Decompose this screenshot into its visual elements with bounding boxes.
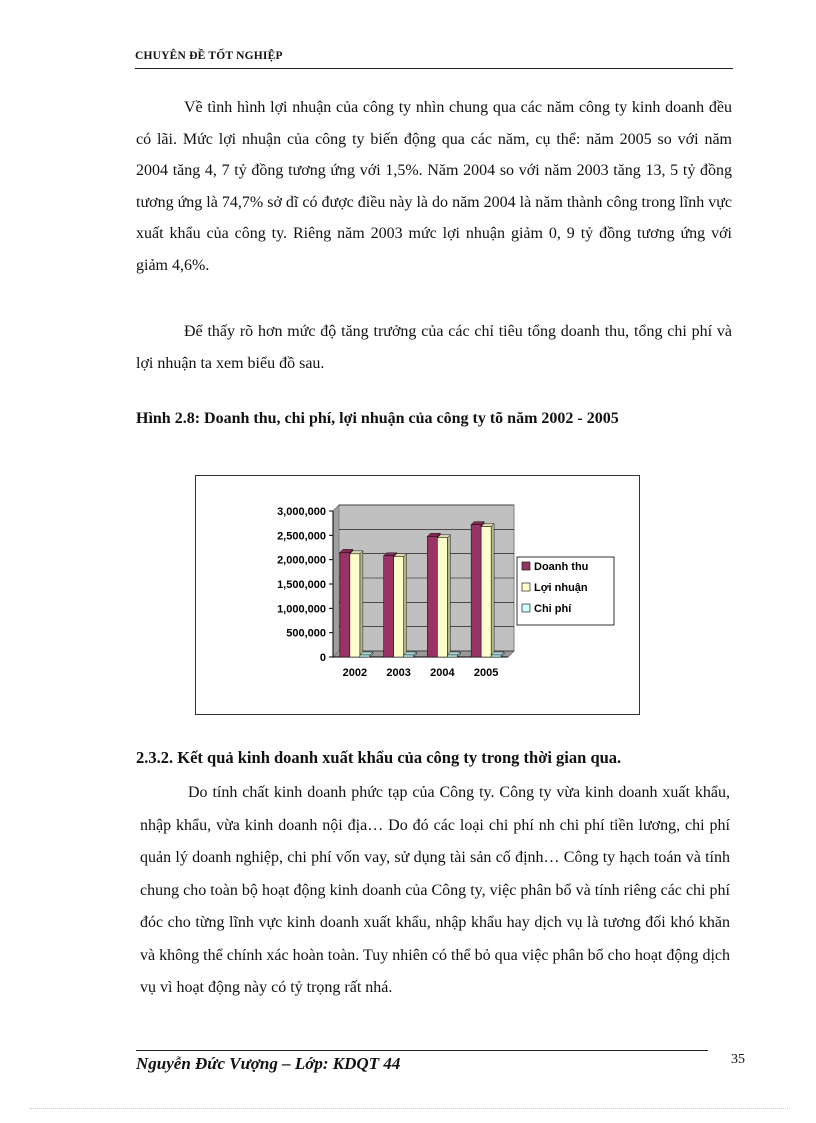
footer-divider <box>136 1050 708 1051</box>
y-tick-label: 2,500,000 <box>277 530 326 543</box>
y-tick-label: 3,000,000 <box>277 506 326 518</box>
bar-lợi-nhuận-2002 <box>350 554 360 657</box>
bar-lợi-nhuận-2004 <box>437 538 447 657</box>
bar-side <box>447 535 450 657</box>
bar-side <box>491 524 494 657</box>
legend-swatch <box>522 583 530 591</box>
page-bottom-border <box>30 1108 790 1109</box>
chart-container <box>195 475 640 715</box>
bar-chi-phí-2003 <box>404 655 414 657</box>
bar-doanh-thu-2004 <box>427 536 437 657</box>
legend-label: Doanh thu <box>534 561 589 573</box>
page-number: 35 <box>731 1052 745 1067</box>
legend-swatch <box>522 562 530 570</box>
page-header <box>135 48 733 69</box>
y-tick-label: 1,000,000 <box>277 603 326 616</box>
paragraph-chart-intro: Để thấy rõ hơn mức độ tăng trưởng của các chỉ tiêu tổng doanh thu, tổng chi phí và lợi nhuận ta xem biểu đồ sau. <box>136 323 732 372</box>
bar-doanh-thu-2003 <box>384 556 394 657</box>
y-tick-label: 1,500,000 <box>277 579 326 591</box>
bar-side <box>404 554 407 657</box>
header-title: CHUYÊN ĐỀ TỐT NGHIỆP <box>135 50 283 62</box>
bar-side <box>360 551 363 657</box>
bar-chi-phí-2005 <box>491 655 501 657</box>
bar-lợi-nhuận-2005 <box>481 527 491 657</box>
y-tick-label: 500,000 <box>286 627 326 640</box>
paragraph-profit: Về tình hình lợi nhuận của công ty nhìn chung qua các năm công ty kinh doanh đều có lãi. Mức lợi nhuận của công ty biến động qua các năm, cụ thể: năm 2005 so với năm 2004 tăng 4, 7 tỷ đồng tương ứng với 1,5%. Năm 2004 so với năm 2003 tăng 13, 5 tỷ đồng tương ứng là 74,7% sở dĩ có được điều này là do năm 2004 là năm thành công trong lĩnh vực xuất khẩu của công ty. Riêng năm 2003 mức lợi nhuận giảm 0, 9 tỷ đồng tương ứng với giảm 4,6%. <box>136 99 732 274</box>
x-tick-label: 2004 <box>430 667 455 679</box>
x-tick-label: 2005 <box>473 667 499 679</box>
paragraph-export-results: Do tính chất kinh doanh phức tạp của Công ty. Công ty vừa kinh doanh xuất khẩu, nhập khẩu, vừa kinh doanh nội địa… Do đó các loại chi phí nh chi phí tiền lương, chi phí quản lý doanh nghiệp, chi phí vốn vay, sử dụng tài sản cố định… Công ty hạch toán và tính chung cho toàn bộ hoạt động kinh doanh của Công ty, việc phân bổ và tính riêng các chi phí đóc cho từng lĩnh vực kinh doanh xuất khẩu, nhập khẩu hay dịch vụ là tương đối khó khăn và không thể chính xác hoàn toàn. Tuy nhiên có thể bỏ qua việc phân bổ cho hoạt động dịch vụ vì hoạt động này có tỷ trọng rất nhá. <box>140 784 730 996</box>
bar-doanh-thu-2002 <box>340 552 350 657</box>
legend-label: Chi phí <box>534 603 572 615</box>
legend-swatch <box>522 604 530 612</box>
bar-chart <box>196 476 639 714</box>
footer-author: Nguyễn Đức Vượng – Lớp: KDQT 44 <box>136 1054 401 1073</box>
y-tick-label: 0 <box>319 652 326 664</box>
bar-lợi-nhuận-2003 <box>394 557 404 657</box>
x-tick-label: 2002 <box>342 667 368 679</box>
x-tick-label: 2003 <box>386 667 411 679</box>
y-tick-label: 2,000,000 <box>277 554 326 567</box>
bar-chi-phí-2004 <box>447 655 457 657</box>
bar-chi-phí-2002 <box>360 655 370 657</box>
plot-side-wall <box>333 505 339 657</box>
bar-doanh-thu-2005 <box>471 525 481 657</box>
figure-caption: Hình 2.8: Doanh thu, chi phí, lợi nhuận của công ty tõ năm 2002 - 2005 <box>136 410 619 427</box>
legend-label: Lợi nhuận <box>534 582 588 594</box>
section-heading: 2.3.2. Kết quả kinh doanh xuất khẩu của công ty trong thời gian qua. <box>136 748 622 767</box>
